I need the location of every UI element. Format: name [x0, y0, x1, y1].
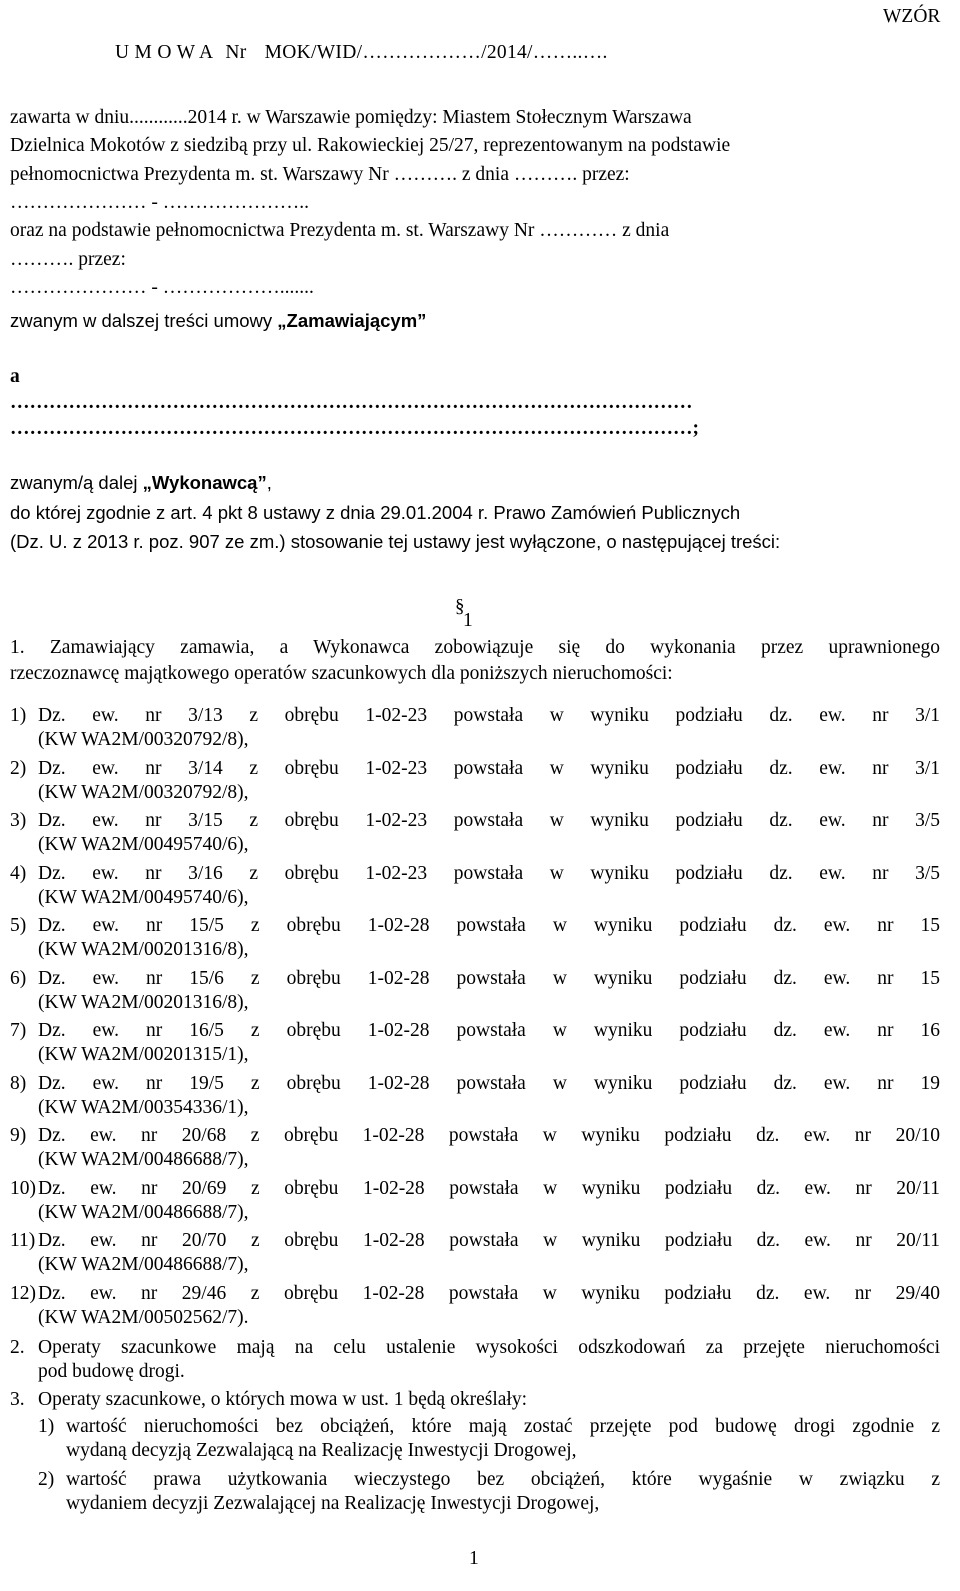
plot-item-description: Dz. ew. nr 3/14 z obrębu 1-02-23 powstała w wyniku podziału dz. ew. nr 3/1 [38, 757, 940, 779]
plot-item-land-register: (KW WA2M/00495740/6), [38, 834, 249, 855]
contractor-name: „Wykonawcą” [142, 472, 267, 493]
plot-item-description: Dz. ew. nr 19/5 z obrębu 1-02-28 powstała w wyniku podziału dz. ew. nr 19 [38, 1072, 940, 1094]
point-1-line-2: rzeczoznawcę majątkowego operatów szacunkowych dla poniższych nieruchomości: [10, 663, 673, 684]
plot-item-number: 4) [10, 862, 27, 884]
intro-line-2: Dzielnica Mokotów z siedzibą przy ul. Rakowieckiej 25/27, reprezentowanym na podstawie [10, 135, 731, 156]
title-nr: Nr [225, 42, 247, 63]
intro-line-5: oraz na podstawie pełnomocnictwa Prezydenta m. st. Warszawy Nr ………… z dnia [10, 220, 670, 241]
point-3-line-1: Operaty szacunkowe, o których mowa w ust. 1 będą określały: [38, 1389, 527, 1410]
point-1-line-1: 1. Zamawiający zamawia, a Wykonawca zobowiązuje się do wykonania przez uprawnionego [10, 637, 940, 658]
point-3-sub-1-line-2: wydaną decyzją Zezwalającą na Realizację Inwestycji Drogowej, [66, 1440, 577, 1461]
plot-item-land-register: (KW WA2M/00495740/6), [38, 886, 249, 908]
plot-item-land-register: (KW WA2M/00201316/8), [38, 939, 249, 960]
plot-item-land-register: (KW WA2M/00320792/8), [38, 729, 249, 750]
conjunction-a: a [10, 366, 20, 387]
plot-item-number: 10) [10, 1177, 36, 1199]
contractor-suffix: , [266, 472, 272, 493]
section-number: 1 [463, 610, 473, 631]
title-umowa: U M O W A [115, 42, 214, 63]
plot-item-description: Dz. ew. nr 20/68 z obrębu 1-02-28 powstała w wyniku podziału dz. ew. nr 20/10 [38, 1125, 940, 1146]
intro-line-8 [10, 310, 426, 332]
section-heading [455, 596, 473, 632]
contract-number: MOK/WID/………………/2014/……..…. [264, 42, 608, 63]
contract-title [115, 42, 608, 64]
law-line-2: (Dz. U. z 2013 r. poz. 907 ze zm.) stosowanie tej ustawy jest wyłączone, o następującej treści: [10, 531, 781, 552]
intro-line-3: pełnomocnictwa Prezydenta m. st. Warszawy Nr ………. z dnia ………. przez: [10, 164, 630, 185]
intro-line-1: zawarta w dniu............2014 r. w Warszawie pomiędzy: Miastem Stołecznym Warszawa [10, 107, 692, 128]
contractor-dots-2: ……………………………………………………………………………………………; [10, 418, 699, 439]
point-2-line-2: pod budowę drogi. [38, 1361, 185, 1382]
ordering-party-name: „Zamawiającym” [277, 310, 427, 331]
ordering-party-prefix: zwanym w dalszej treści umowy [10, 310, 278, 331]
plot-item-land-register: (KW WA2M/00201316/8), [38, 991, 249, 1013]
intro-line-7: ………………… - ………………....... [10, 277, 314, 298]
plot-item-land-register: (KW WA2M/00486688/7), [38, 1201, 249, 1223]
point-2-line-1: Operaty szacunkowe mają na celu ustalenie wysokości odszkodowań za przejęte nieruchomości [38, 1337, 940, 1358]
plot-item-description: Dz. ew. nr 15/5 z obrębu 1-02-28 powstała w wyniku podziału dz. ew. nr 15 [38, 915, 940, 936]
law-line-1: do której zgodnie z art. 4 pkt 8 ustawy z dnia 29.01.2004 r. Prawo Zamówień Publicznych [10, 502, 741, 523]
page-number: 1 [469, 1548, 479, 1569]
plot-item-description: Dz. ew. nr 3/16 z obrębu 1-02-23 powstała w wyniku podziału dz. ew. nr 3/5 [38, 862, 940, 884]
point-2-number: 2. [10, 1337, 25, 1358]
plot-item-land-register: (KW WA2M/00320792/8), [38, 781, 249, 803]
plot-item-description: Dz. ew. nr 20/69 z obrębu 1-02-28 powstała w wyniku podziału dz. ew. nr 20/11 [38, 1177, 940, 1199]
point-3-number: 3. [10, 1389, 25, 1410]
point-3-sub-1-line-1: wartość nieruchomości bez obciążeń, które mają zostać przejęte pod budowę drogi zgodnie z [66, 1416, 940, 1437]
plot-item-number: 3) [10, 810, 27, 831]
plot-item-description: Dz. ew. nr 3/13 z obrębu 1-02-23 powstała w wyniku podziału dz. ew. nr 3/1 [38, 705, 940, 726]
plot-item-description: Dz. ew. nr 29/46 z obrębu 1-02-28 powstała w wyniku podziału dz. ew. nr 29/40 [38, 1282, 940, 1304]
plot-item-number: 9) [10, 1125, 27, 1146]
plot-item-number: 6) [10, 967, 27, 989]
plot-item-number: 5) [10, 915, 27, 936]
point-3-sub-2-line-1: wartość prawa użytkowania wieczystego bez obciążeń, które wygaśnie w związku z [66, 1469, 940, 1490]
plot-item-land-register: (KW WA2M/00354336/1), [38, 1096, 249, 1118]
plot-item-number: 1) [10, 705, 27, 726]
intro-line-4: ………………… - ………………….. [10, 192, 309, 213]
plot-item-number: 12) [10, 1282, 36, 1304]
plot-item-land-register: (KW WA2M/00486688/7), [38, 1254, 249, 1275]
contractor-line [10, 472, 272, 494]
plot-item-description: Dz. ew. nr 3/15 z obrębu 1-02-23 powstała w wyniku podziału dz. ew. nr 3/5 [38, 810, 940, 831]
plot-item-land-register: (KW WA2M/00502562/7). [38, 1306, 249, 1328]
point-3-sub-2-line-2: wydaniem decyzji Zezwalającej na Realizację Inwestycji Drogowej, [66, 1493, 600, 1514]
plot-item-land-register: (KW WA2M/00486688/7), [38, 1149, 249, 1170]
plot-item-number: 7) [10, 1020, 27, 1041]
plot-item-description: Dz. ew. nr 15/6 z obrębu 1-02-28 powstała w wyniku podziału dz. ew. nr 15 [38, 967, 940, 989]
template-label: WZÓR [883, 6, 941, 27]
contractor-prefix: zwanym/ą dalej [10, 472, 143, 493]
plot-item-number: 11) [10, 1230, 36, 1251]
plot-item-land-register: (KW WA2M/00201315/1), [38, 1044, 249, 1065]
point-3-sub-1-number: 1) [38, 1416, 55, 1437]
section-sign: § [455, 596, 465, 617]
plot-item-number: 8) [10, 1072, 27, 1094]
intro-line-6: ………. przez: [10, 249, 126, 270]
point-3-sub-2-number: 2) [38, 1469, 55, 1490]
contractor-dots-1: …………………………………………………………………………………………… [10, 392, 693, 413]
plot-item-number: 2) [10, 757, 27, 779]
plot-item-description: Dz. ew. nr 20/70 z obrębu 1-02-28 powstała w wyniku podziału dz. ew. nr 20/11 [38, 1230, 940, 1251]
plot-item-description: Dz. ew. nr 16/5 z obrębu 1-02-28 powstała w wyniku podziału dz. ew. nr 16 [38, 1020, 940, 1041]
